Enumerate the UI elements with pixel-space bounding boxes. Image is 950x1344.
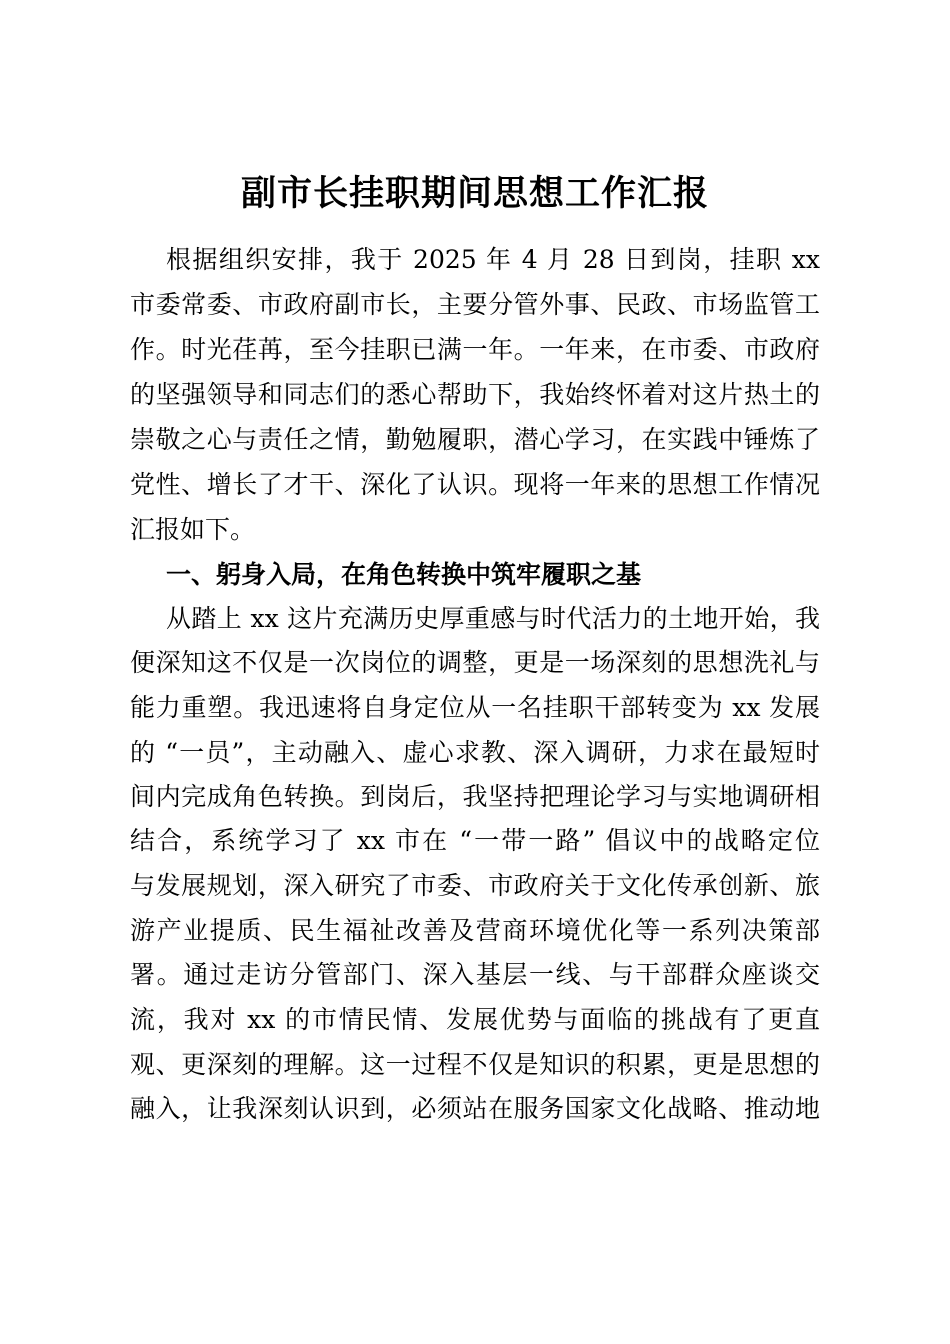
paragraph-line: 游产业提质、民生福祉改善及营商环境优化等一系列决策部 xyxy=(130,916,820,945)
paragraph-line: 崇敬之心与责任之情，勤勉履职，潜心学习，在实践中锤炼了 xyxy=(130,425,820,454)
paragraph-line: 的坚强领导和同志们的悉心帮助下，我始终怀着对这片热土的 xyxy=(130,380,820,409)
paragraph-line: 汇报如下。 xyxy=(130,515,256,544)
paragraph-line: 市委常委、市政府副市长，主要分管外事、民政、市场监管工 xyxy=(130,290,820,319)
paragraph-line: 便深知这不仅是一次岗位的调整，更是一场深刻的思想洗礼与 xyxy=(130,648,820,677)
paragraph-line: 作。时光荏苒，至今挂职已满一年。一年来，在市委、市政府 xyxy=(130,335,820,364)
paragraph-line: 的 “一员”，主动融入、虚心求教、深入调研，力求在最短时 xyxy=(130,738,820,767)
document-title: 副市长挂职期间思想工作汇报 xyxy=(240,173,709,214)
paragraph-line: 融入，让我深刻认识到，必须站在服务国家文化战略、推动地 xyxy=(130,1094,820,1123)
paragraph-line: 能力重塑。我迅速将自身定位从一名挂职干部转变为 xx 发展 xyxy=(130,693,820,722)
paragraph-line: 结合，系统学习了 xx 市在 “一带一路” 倡议中的战略定位 xyxy=(130,826,820,855)
paragraph-line: 党性、增长了才干、深化了认识。现将一年来的思想工作情况 xyxy=(130,470,820,499)
paragraph-line: 间内完成角色转换。到岗后，我坚持把理论学习与实地调研相 xyxy=(130,782,820,811)
paragraph-line: 与发展规划，深入研究了市委、市政府关于文化传承创新、旅 xyxy=(130,871,820,900)
section-heading: 一、躬身入局，在角色转换中筑牢履职之基 xyxy=(166,560,642,589)
paragraph-line: 署。通过走访分管部门、深入基层一线、与干部群众座谈交 xyxy=(130,960,820,989)
paragraph-line: 根据组织安排，我于 2025 年 4 月 28 日到岗，挂职 xx xyxy=(166,245,820,274)
paragraph-line: 观、更深刻的理解。这一过程不仅是知识的积累，更是思想的 xyxy=(130,1050,820,1079)
paragraph-line: 流，我对 xx 的市情民情、发展优势与面临的挑战有了更直 xyxy=(130,1005,820,1034)
paragraph-line: 从踏上 xx 这片充满历史厚重感与时代活力的土地开始，我 xyxy=(166,604,820,633)
